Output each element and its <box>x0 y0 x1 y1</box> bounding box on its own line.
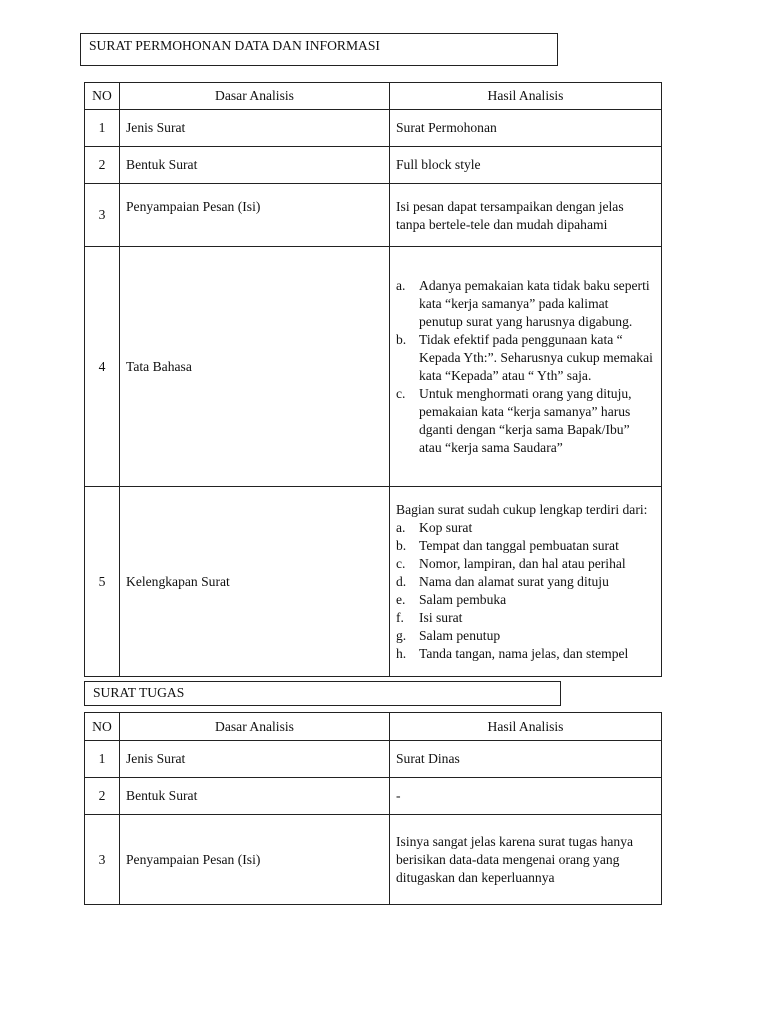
analysis-table-2 <box>84 712 662 905</box>
row-dasar: Bentuk Surat <box>120 778 390 815</box>
kelengkapan-list <box>396 519 655 663</box>
list-item: c. Untuk menghormati orang yang dituju, pemakaian kata “kerja samanya” harus dganti dengan “kerja sama Bapak/Ibu” atau “kerja sama Saudara” <box>396 385 632 455</box>
row-no: 2 <box>85 147 120 184</box>
section1-title: SURAT PERMOHONAN DATA DAN INFORMASI <box>80 33 558 66</box>
row-hasil <box>390 247 662 487</box>
list-item: g. Salam penutup <box>396 627 501 643</box>
table-header-row <box>85 713 662 741</box>
row-dasar: Kelengkapan Surat <box>120 487 390 677</box>
row-no: 3 <box>85 815 120 905</box>
header-hasil: Hasil Analisis <box>390 83 662 110</box>
header-dasar: Dasar Analisis <box>120 83 390 110</box>
row-hasil: - <box>390 778 662 815</box>
row-hasil: Full block style <box>390 147 662 184</box>
row-dasar: Penyampaian Pesan (Isi) <box>120 184 390 247</box>
list-item: a. Kop surat <box>396 519 473 535</box>
table-row <box>85 147 662 184</box>
row-hasil: Surat Dinas <box>390 741 662 778</box>
row-dasar: Jenis Surat <box>120 110 390 147</box>
row-no: 3 <box>85 184 120 247</box>
section2-title: SURAT TUGAS <box>84 681 561 706</box>
row-dasar: Jenis Surat <box>120 741 390 778</box>
list-item: d. Nama dan alamat surat yang dituju <box>396 573 609 589</box>
header-no: NO <box>85 83 120 110</box>
row-no: 1 <box>85 741 120 778</box>
analysis-table-1 <box>84 82 662 677</box>
row-dasar: Tata Bahasa <box>120 247 390 487</box>
row-hasil <box>390 487 662 677</box>
row-no: 1 <box>85 110 120 147</box>
list-item: a. Adanya pemakaian kata tidak baku seperti kata “kerja samanya” pada kalimat penutup surat yang harusnya digabung. <box>396 277 650 329</box>
list-item: e. Salam pembuka <box>396 591 507 607</box>
table-row <box>85 741 662 778</box>
row-no: 5 <box>85 487 120 677</box>
list-item: f. Isi surat <box>396 609 463 625</box>
table-row <box>85 110 662 147</box>
list-item: b. Tidak efektif pada penggunaan kata “ Kepada Yth:”. Seharusnya cukup memakai kata “Kepada” atau “ Yth” saja. <box>396 331 653 383</box>
row-hasil: Isinya sangat jelas karena surat tugas hanya berisikan data-data mengenai orang yang ditugaskan dan keperluannya <box>390 815 662 905</box>
row-dasar: Penyampaian Pesan (Isi) <box>120 815 390 905</box>
kelengkapan-intro: Bagian surat sudah cukup lengkap terdiri dari: <box>396 501 648 517</box>
row-dasar: Bentuk Surat <box>120 147 390 184</box>
table-row <box>85 778 662 815</box>
row-no: 4 <box>85 247 120 487</box>
row-no: 2 <box>85 778 120 815</box>
list-item: c. Nomor, lampiran, dan hal atau perihal <box>396 555 626 571</box>
table-header-row <box>85 83 662 110</box>
header-no: NO <box>85 713 120 741</box>
table-row <box>85 184 662 247</box>
list-item: b. Tempat dan tanggal pembuatan surat <box>396 537 619 553</box>
list-item: h. Tanda tangan, nama jelas, dan stempel <box>396 645 629 661</box>
header-hasil: Hasil Analisis <box>390 713 662 741</box>
table-row <box>85 487 662 677</box>
tata-bahasa-list <box>396 277 655 457</box>
row-hasil: Isi pesan dapat tersampaikan dengan jelas tanpa bertele-tele dan mudah dipahami <box>390 184 662 247</box>
table-row <box>85 247 662 487</box>
header-dasar: Dasar Analisis <box>120 713 390 741</box>
table-row <box>85 815 662 905</box>
row-hasil: Surat Permohonan <box>390 110 662 147</box>
